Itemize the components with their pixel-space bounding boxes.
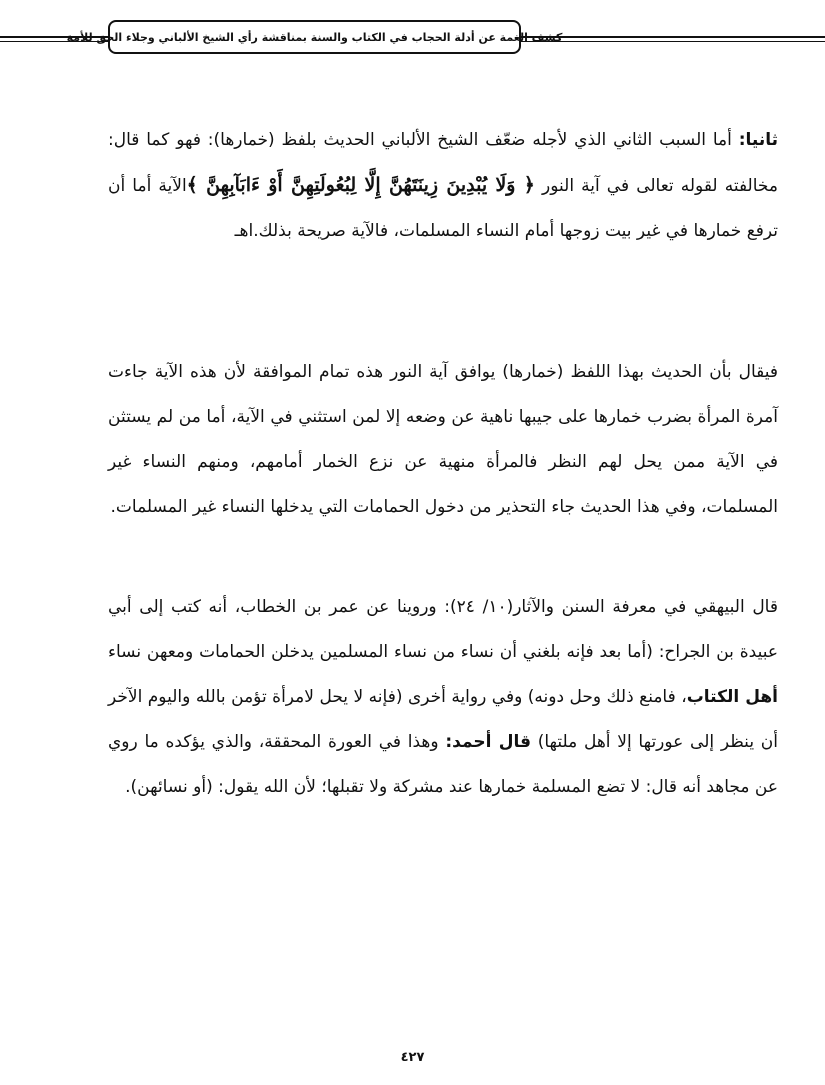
paragraph-3-bold-b: قال أحمد: — [445, 732, 531, 752]
book-title: كشف الغمة عن أدلة الحجاب في الكتاب والسنة بمناقشة رأي الشيخ الألباني وجلاء الحق للأمة — [66, 30, 563, 44]
paragraph-3-text-c: وهذا في العورة المحققة، والذي يؤكده ما روي عن مجاهد أنه قال: لا تضع المسلمة خمارها عند مشركة ولا تقبلها؛ لأن الله يقول: (أو نسائهن). — [108, 732, 778, 797]
paragraph-3-bold-a: أهل الكتاب — [686, 687, 779, 707]
header-title-box — [66, 20, 563, 54]
header-rule-right — [520, 36, 825, 42]
paragraph-1-lead: ثانيا: — [738, 130, 778, 150]
paragraph-3-text-a: قال البيهقي في معرفة السنن والآثار(١٠/ ٢٤): وروينا عن عمر بن الخطاب، أنه كتب إلى أبي عبيدة بن الجراح: (أما بعد فإنه بلغني أن نساء من نساء المسلمين يدخلن الحمامات ومعهن نساء — [108, 597, 778, 662]
quran-verse: ﴿ وَلَا يُبْدِينَ زِينَتَهُنَّ إِلَّا لِبُعُولَتِهِنَّ أَوْ ءَابَآبِهِنَّ ﴾ — [186, 174, 535, 196]
paragraph-1 — [108, 118, 778, 254]
paragraph-3-text-b: ، فامنع ذلك وحل دونه) وفي رواية أخرى (فإنه لا يحل لامرأة تؤمن بالله واليوم الآخر أن ينظر إلى عورتها إلا أهل ملتها) — [108, 687, 778, 752]
paragraph-3-text — [108, 585, 778, 810]
paragraph-1-text-b: الآية أما أن ترفع خمارها في غير بيت زوجها أمام النساء المسلمات، فالآية صريحة بذلك.اهـ — [108, 176, 778, 241]
page-header — [0, 0, 825, 70]
paragraph-2 — [108, 350, 778, 530]
paragraph-2-text: فيقال بأن الحديث بهذا اللفظ (خمارها) يوافق آية النور هذه تمام الموافقة لأن هذه الآية جاءت آمرة المرأة بضرب خمارها على جيبها ناهية عن وضعه إلا لمن استثني في الآية، أما من لم يستثن في الآية ممن يحل لهم النظر فالمرأة منهية عن نزع الخمار أمامهم، ومنهم النساء غير المسلمات، وفي هذا الحديث جاء التحذير من دخول الحمامات التي يدخلها النساء غير المسلمات. — [108, 362, 778, 517]
paragraph-1-text-a: أما السبب الثاني الذي لأجله ضعّف الشيخ الألباني الحديث بلفظ (خمارها): فهو كما قال: مخالفته لقوله تعالى في آية النور — [108, 130, 778, 196]
page-number: ٤٢٧ — [400, 1050, 425, 1065]
paragraph-3 — [108, 585, 778, 810]
paragraph-1-text — [108, 118, 778, 254]
